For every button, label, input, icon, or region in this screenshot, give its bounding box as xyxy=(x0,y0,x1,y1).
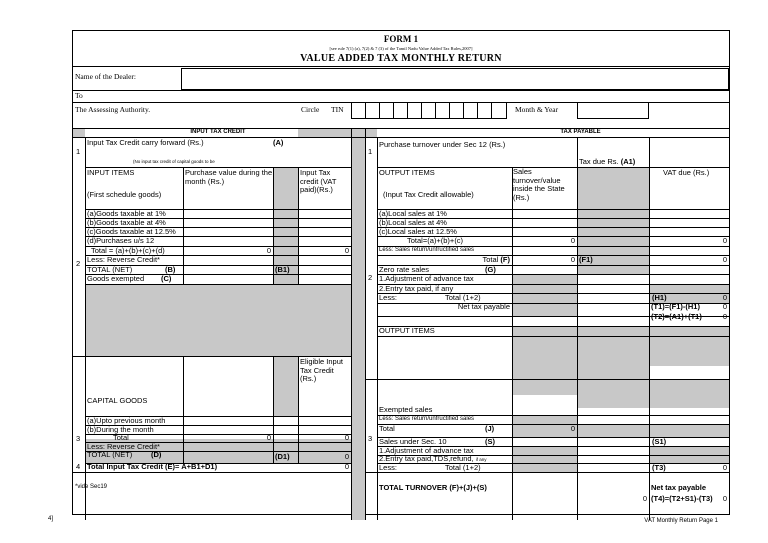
tin-label: TIN xyxy=(331,105,344,114)
capital-total-net-code: (D) xyxy=(151,450,162,459)
tin-input[interactable] xyxy=(351,102,507,119)
input-item-b: (b)Goods taxable at 4% xyxy=(87,218,166,227)
output-total-label: Total=(a)+(b)+(c) xyxy=(407,236,464,245)
to-label: To xyxy=(75,91,83,100)
entry-tax-2-label: 2.Entry tax paid,TDS,refund, if any xyxy=(379,454,487,463)
t2-formula: (T2)=(A1)+(T1) xyxy=(651,312,702,321)
itc-allowable-label: (Input Tax Credit allowable) xyxy=(383,190,474,199)
capital-total-net-label: TOTAL (NET) xyxy=(87,450,133,459)
input-total-itc: 0 xyxy=(344,246,349,255)
input-total-purchase: 0 xyxy=(266,246,271,255)
sales-return-2-label: Less: Sales return/unfructified sales xyxy=(379,416,475,422)
capital-net-value: 0 xyxy=(344,452,349,461)
sec10-label: Sales under Sec. 10 xyxy=(379,437,447,446)
f1-value: 0 xyxy=(722,255,727,264)
t2-value: 0 xyxy=(722,312,727,321)
circle-label: Circle xyxy=(301,105,320,114)
zero-rate-code: (G) xyxy=(485,265,496,274)
total-f-label: Total (F) xyxy=(482,255,510,264)
sec10-code: (S) xyxy=(485,437,495,446)
first-schedule-label: (First schedule goods) xyxy=(87,190,162,199)
h1-value: 0 xyxy=(722,293,727,302)
f1-code: (F1) xyxy=(579,255,593,264)
exempted-sales-label: Exempted sales xyxy=(379,405,433,414)
total-j-label: Total xyxy=(379,424,395,433)
rule-reference: [see rule 7(1) (a), 7(2) & 7 (3) of the Tamil Nadu Value Added Tax Rules,2007] xyxy=(329,46,473,51)
total-j-code: (J) xyxy=(485,424,495,433)
left-row-4-num: 4 xyxy=(76,462,81,471)
input-item-c: (c)Goods taxable at 12.5% xyxy=(87,227,176,236)
total-f-value: 0 xyxy=(570,255,575,264)
less-label: Less: xyxy=(379,293,397,302)
capital-item-b: (b)During the month xyxy=(87,425,154,434)
output-items-2-label: OUTPUT ITEMS xyxy=(379,326,435,335)
capital-goods-note: (No input tax credit of capital goods to be xyxy=(133,159,215,164)
t1-value: 0 xyxy=(722,302,727,311)
input-total-label: Total = (a)+(b)+(c)+(d) xyxy=(91,246,165,255)
input-reverse-credit: Less: Reverse Credit* xyxy=(87,255,160,264)
adjustment-advance-tax-2: 1.Adjustment of advance tax xyxy=(379,446,474,455)
assessing-authority-label: The Assessing Authority. xyxy=(75,105,151,114)
total-turnover-label: TOTAL TURNOVER (F)+(J)+(S) xyxy=(379,483,487,492)
less-label-2: Less: xyxy=(379,463,397,472)
left-row-3-num: 3 xyxy=(76,434,81,443)
output-items-label: OUTPUT ITEMS xyxy=(379,168,435,177)
h1-code: (H1) xyxy=(652,293,667,302)
input-total-net-label: TOTAL (NET) xyxy=(87,265,133,274)
t3-code: (T3) xyxy=(652,463,666,472)
page-label: VAT Monthly Return Page 1 xyxy=(644,518,718,524)
capital-reverse-credit: Less: Reverse Credit* xyxy=(87,442,160,451)
purchase-value-header: Purchase value during the month (Rs.) xyxy=(185,168,273,186)
left-row-1-num: 1 xyxy=(76,147,81,156)
total-itc-label: Total Input Tax Credit (E)= A+B1+D1) xyxy=(87,462,218,471)
output-item-c: (c)Local sales at 12.5% xyxy=(379,227,457,236)
adjustment-advance-tax: 1.Adjustment of advance tax xyxy=(379,274,474,283)
dealer-name-label: Name of the Dealer: xyxy=(75,72,137,81)
total-j-value: 0 xyxy=(570,424,575,433)
month-year-input[interactable] xyxy=(577,102,649,119)
output-item-a: (a)Local sales at 1% xyxy=(379,209,447,218)
dealer-name-input[interactable] xyxy=(181,68,729,90)
sales-turnover-header: Sales turnover/value inside the State (Rs.) xyxy=(513,167,565,202)
b1-code: (B1) xyxy=(275,265,290,274)
right-row-2-num: 2 xyxy=(368,273,373,282)
capital-goods-label: CAPITAL GOODS xyxy=(87,396,148,405)
left-row-2-num: 2 xyxy=(76,259,81,268)
footnote: *vide Sec19 xyxy=(75,484,108,490)
output-total-vat: 0 xyxy=(722,236,727,245)
goods-exempted-label: Goods exempted xyxy=(87,274,145,283)
output-total-sales: 0 xyxy=(570,236,575,245)
capital-item-a: (a)Upto previous month xyxy=(87,416,166,425)
t4-formula: (T4)=(T2+S1)-(T3) xyxy=(651,494,713,503)
net-tax-payable-2-label: Net tax payable xyxy=(651,483,707,492)
carry-forward-code: (A) xyxy=(273,138,284,147)
total-1-2-label: Total (1+2) xyxy=(445,293,481,302)
goods-exempted-code: (C) xyxy=(161,274,172,283)
t3-value: 0 xyxy=(722,463,727,472)
carry-forward-label: Input Tax Credit carry forward (Rs.) xyxy=(87,138,204,147)
input-item-a: (a)Goods taxable at 1% xyxy=(87,209,166,218)
total-turnover-value: 0 xyxy=(642,494,647,503)
vat-return-form xyxy=(72,30,730,515)
corner-mark: 4] xyxy=(48,516,54,522)
t1-formula: (T1)=(F1)-(H1) xyxy=(651,302,700,311)
itc-header: Input Tax credit (VAT paid)(Rs.) xyxy=(300,168,337,194)
sales-return-label: Less: Sales return/unfructified sales xyxy=(379,247,475,253)
s1-code: (S1) xyxy=(652,437,667,446)
input-total-net-code: (B) xyxy=(165,265,176,274)
t4-value: 0 xyxy=(722,494,727,503)
right-row-1-num: 1 xyxy=(368,147,373,156)
form-title: FORM 1 xyxy=(383,34,419,44)
capital-total-itc: 0 xyxy=(344,433,349,442)
entry-tax-label: 2.Entry tax paid, if any xyxy=(379,284,454,293)
vat-due-header: VAT due (Rs.) xyxy=(663,168,710,177)
tax-due-label: Tax due Rs. (A1) xyxy=(579,157,636,166)
capital-total-label: Total xyxy=(113,433,129,442)
input-item-d: (d)Purchases u/s 12 xyxy=(87,236,155,245)
eligible-itc-header: Eligible Input Tax Credit (Rs.) xyxy=(300,357,343,383)
month-year-label: Month & Year xyxy=(515,105,559,114)
purchase-turnover-label: Purchase turnover under Sec 12 (Rs.) xyxy=(379,140,506,149)
total-itc-value: 0 xyxy=(344,462,349,471)
net-tax-payable-label: Net tax payable xyxy=(457,302,510,311)
zero-rate-label: Zero rate sales xyxy=(379,265,430,274)
output-item-b: (b)Local sales at 4% xyxy=(379,218,447,227)
capital-total-value: 0 xyxy=(266,433,271,442)
d1-code: (D1) xyxy=(275,452,290,461)
right-row-3-num: 3 xyxy=(368,434,373,443)
input-items-label: INPUT ITEMS xyxy=(87,168,135,177)
total-1-2-label-b: Total (1+2) xyxy=(445,463,481,472)
input-tax-credit-title: INPUT TAX CREDIT xyxy=(190,129,246,135)
tax-payable-title: TAX PAYABLE xyxy=(560,129,601,135)
return-title: VALUE ADDED TAX MONTHLY RETURN xyxy=(300,53,502,64)
